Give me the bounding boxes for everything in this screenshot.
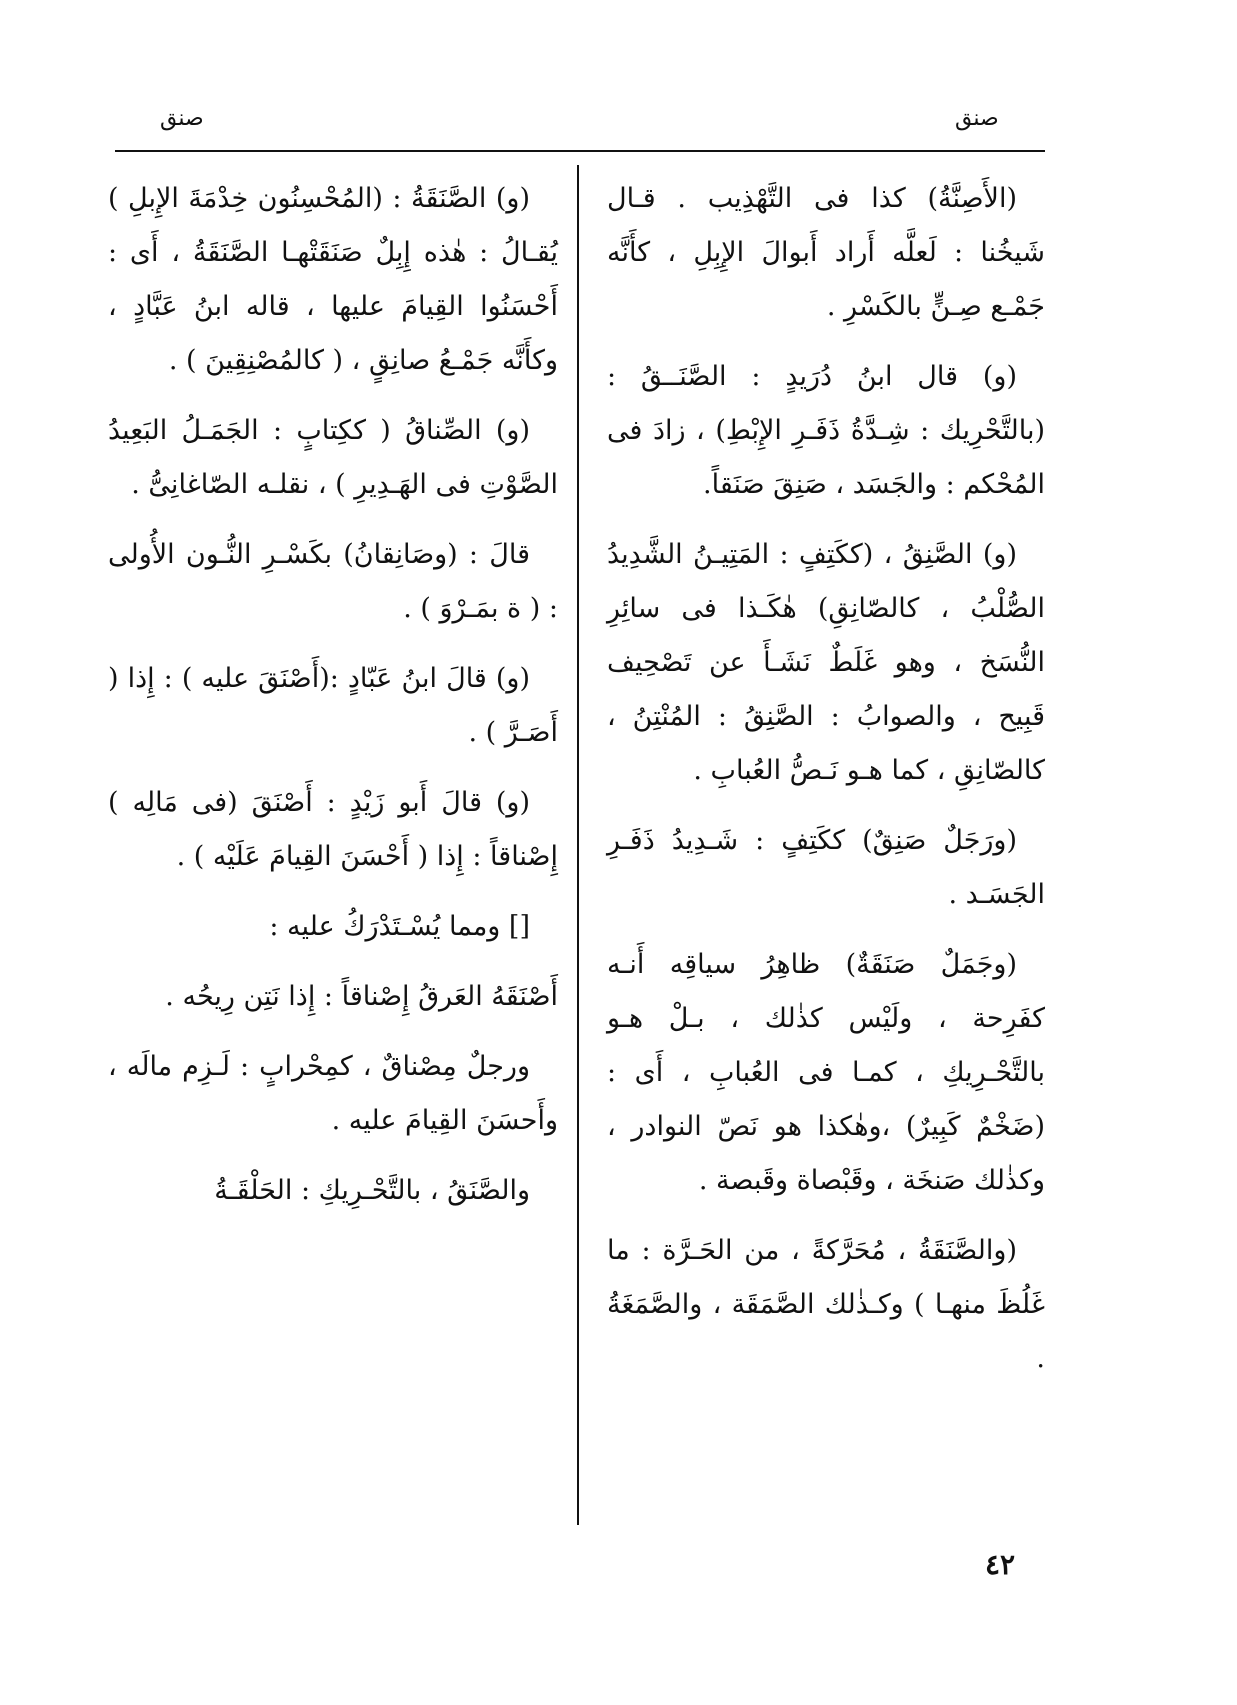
entry-paragraph: (والصَّنَقَةُ ، مُحَرَّكةً ، من الحَـرَّة : ما غَلُظَ منهـا ) وكـذٰلك الصَّمَقَة ، والصَّمَغَةُ .	[607, 1235, 1045, 1374]
entry-paragraph: (و) قال ابنُ دُرَيدٍ : الصَّنَــقُ : (بالتَّحْرِيك : شِـدَّةُ ذَفَـرِ الإِبْطِ) ، زادَ فى المُحْكم : والجَسَد ، صَنِقَ صَنَقاً.	[607, 361, 1045, 500]
entry-paragraph: (وجَمَلٌ صَنَقَةٌ) ظاهِرُ سياقِه أَنـه كفَرِحة ، ولَيْس كذٰلك ، بـلْ هـو بالتَّحْـرِيكِ ، كمـا فى العُبابِ ، أَى : (ضَخْمٌ كَبِيرٌ) ،وهٰكذا هو نَصّ النوادر ، وكذٰلك صَنخَة ، وقَبْصاة وقَبصة .	[607, 949, 1045, 1196]
running-head-right: صنق	[955, 106, 999, 131]
left-column	[108, 172, 558, 1234]
entry-paragraph: (و) قالَ ابنُ عَبّادٍ :(أَصْنَقَ عليه ) : إِذا ( أَصَـرَّ ) .	[108, 663, 558, 748]
entry-paragraph: أَصْنَقَهُ العَرقُ إِصْناقاً : إِذا نَتِن رِيحُه .	[165, 981, 558, 1012]
running-head-left: صنق	[160, 106, 204, 131]
entry-paragraph: والصَّنَقُ ، بالتَّحْـرِيكِ : الحَلْقَـةُ	[214, 1175, 530, 1206]
supplement-heading: [] ومما يُسْـتَدْرَكُ عليه :	[269, 911, 530, 942]
right-column	[607, 172, 1045, 1402]
entry-paragraph: (و) الصِّناقُ ( ككِتابٍ : الجَمَـلُ البَعِيدُ الصَّوْتِ فى الهَـدِيرِ ) ، نقلـه الصّاغانِىُّ .	[108, 415, 558, 500]
column-divider	[577, 165, 579, 1525]
entry-paragraph: (و) الصَّنِقُ ، (ككَتِفٍ : المَتِيـنُ الشَّدِيدُ الصُّلْبُ ، كالصّانِقِ) هٰكَـذا فى سائِرِ النُّسَخ ، وهو غَلَطٌ نَشَـأَ عن تَصْحِيف قَبِيح ، والصوابُ : الصَّنِقُ : المُنْتِنُ ، كالصّانِقِ ، كما هـو نَـصُّ العُبابِ .	[607, 539, 1045, 786]
entry-paragraph: (و) الصَّنَقَةُ : (المُحْسِنُون خِدْمَةَ الإِبلِ ) يُقـالُ : هٰذه إِبِلٌ صَنَقَتْهـا الصَّنَقَةُ ، أَى : أَحْسَنُوا القِيامَ عليها ، قاله ابنُ عَبَّادٍ ، وكأَنَّه جَمْـعُ صانِقٍ ، ( كالمُصْنِقِينَ ) .	[108, 183, 558, 376]
entry-paragraph: (و) قالَ أَبو زَيْدٍ : أَصْنَقَ (فى مَالِه ) إِصْناقاً : إِذا ( أَحْسَنَ القِيامَ عَلَيْه ) .	[108, 787, 558, 872]
header-rule	[115, 150, 1045, 152]
page-number: ٤٢	[985, 1548, 1016, 1581]
entry-paragraph: قالَ : (وصَانِقانُ) بكَسْـرِ النُّـون الأُولى : ( ة بمَـرْوَ ) .	[108, 539, 558, 624]
entry-paragraph: (ورَجَلٌ صَنِقٌ) ككَتِفٍ : شَـدِيدُ ذَفَـرِ الجَسَـد .	[607, 825, 1045, 910]
entry-paragraph: ورجلٌ مِصْناقٌ ، كمِحْرابٍ : لَـزِم مالَه ، وأَحسَنَ القِيامَ عليه .	[108, 1051, 558, 1136]
entry-paragraph: (الأَصِنَّةُ) كذا فى التَّهْذِيب . قـال شَيخُنا : لَعلَّه أَراد أَبوالَ الإِبِلِ ، كأَنَّه جَمْـع صِـنٍّ بالكَسْرِ .	[607, 183, 1045, 322]
